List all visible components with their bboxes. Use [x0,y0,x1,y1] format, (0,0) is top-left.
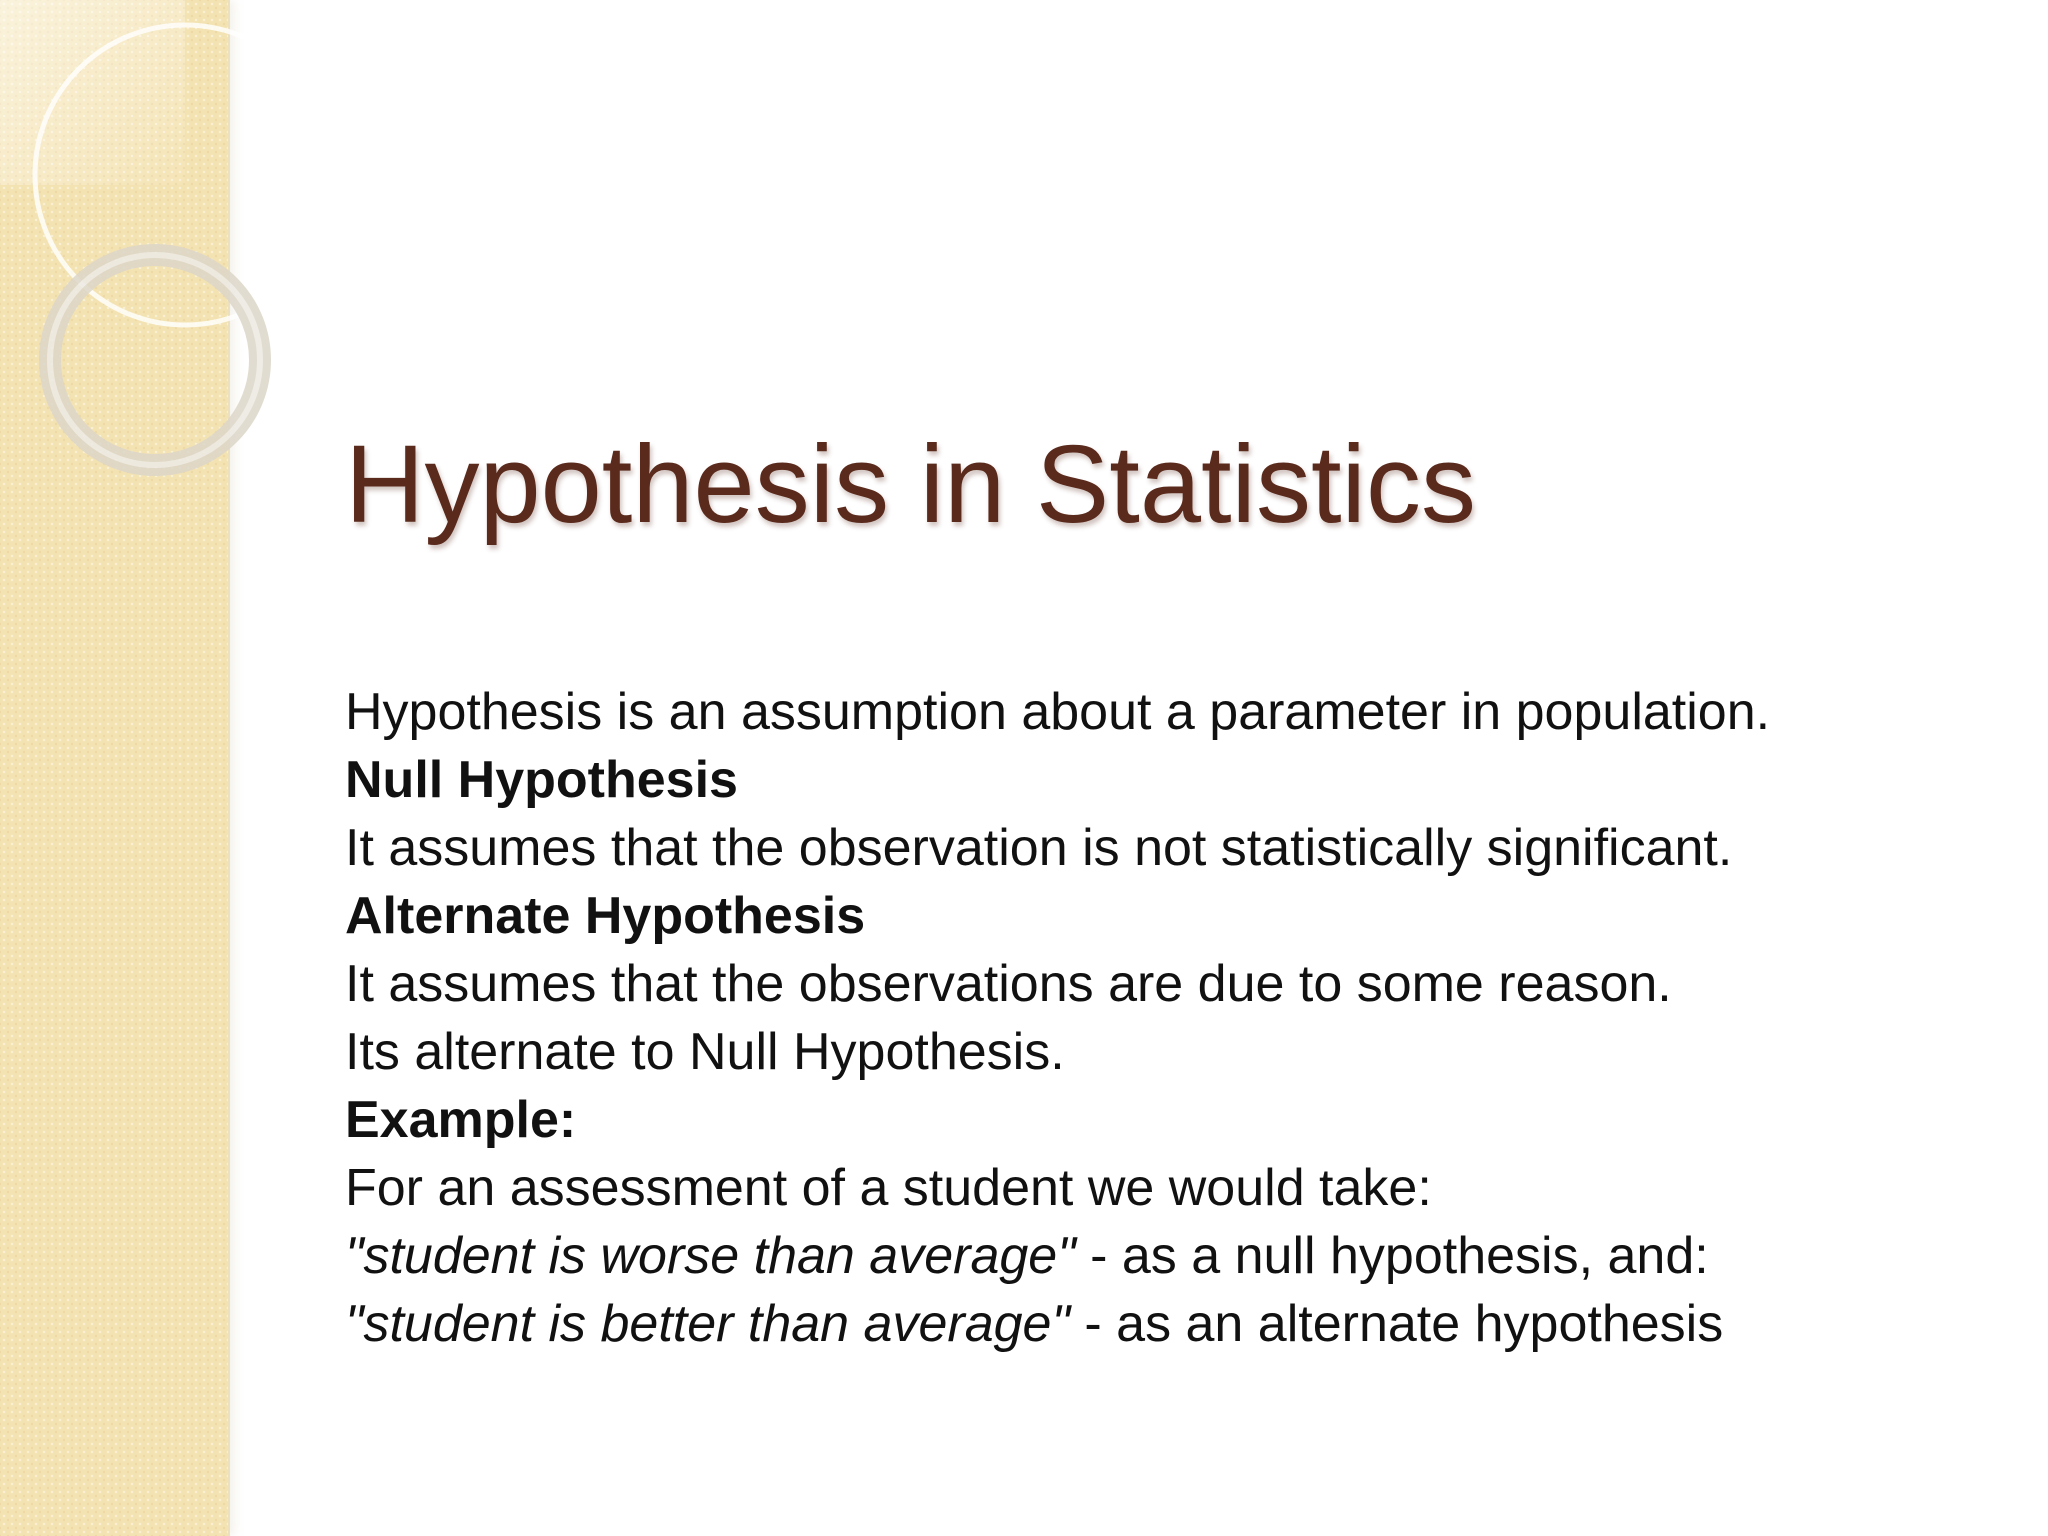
example-null-line [345,1222,2005,1290]
alternate-hypothesis-description: It assumes that the observations are due to some reason. [345,955,1672,1013]
decorative-rings [0,0,400,520]
intro-line: Hypothesis is an assumption about a parameter in population. [345,683,1771,741]
example-heading: Example: [345,1091,577,1149]
alternate-hypothesis-heading: Alternate Hypothesis [345,887,866,945]
example-null-quote: "student is worse than average" [345,1227,1076,1285]
example-intro: For an assessment of a student we would take: [345,1159,1432,1217]
null-hypothesis-heading: Null Hypothesis [345,751,738,809]
null-hypothesis-description: It assumes that the observation is not statistically significant. [345,819,1733,877]
example-alt-rest: - as an alternate hypothesis [1069,1295,1724,1353]
slide-title: Hypothesis in Statistics [345,423,1476,546]
example-alt-quote: "student is better than average" [345,1295,1070,1353]
slide-body [345,678,2005,1358]
small-ring-highlight [50,255,260,465]
alternate-hypothesis-note: Its alternate to Null Hypothesis. [345,1023,1065,1081]
example-null-rest: - as a null hypothesis, and: [1075,1227,1709,1285]
example-alt-line [345,1290,2005,1358]
